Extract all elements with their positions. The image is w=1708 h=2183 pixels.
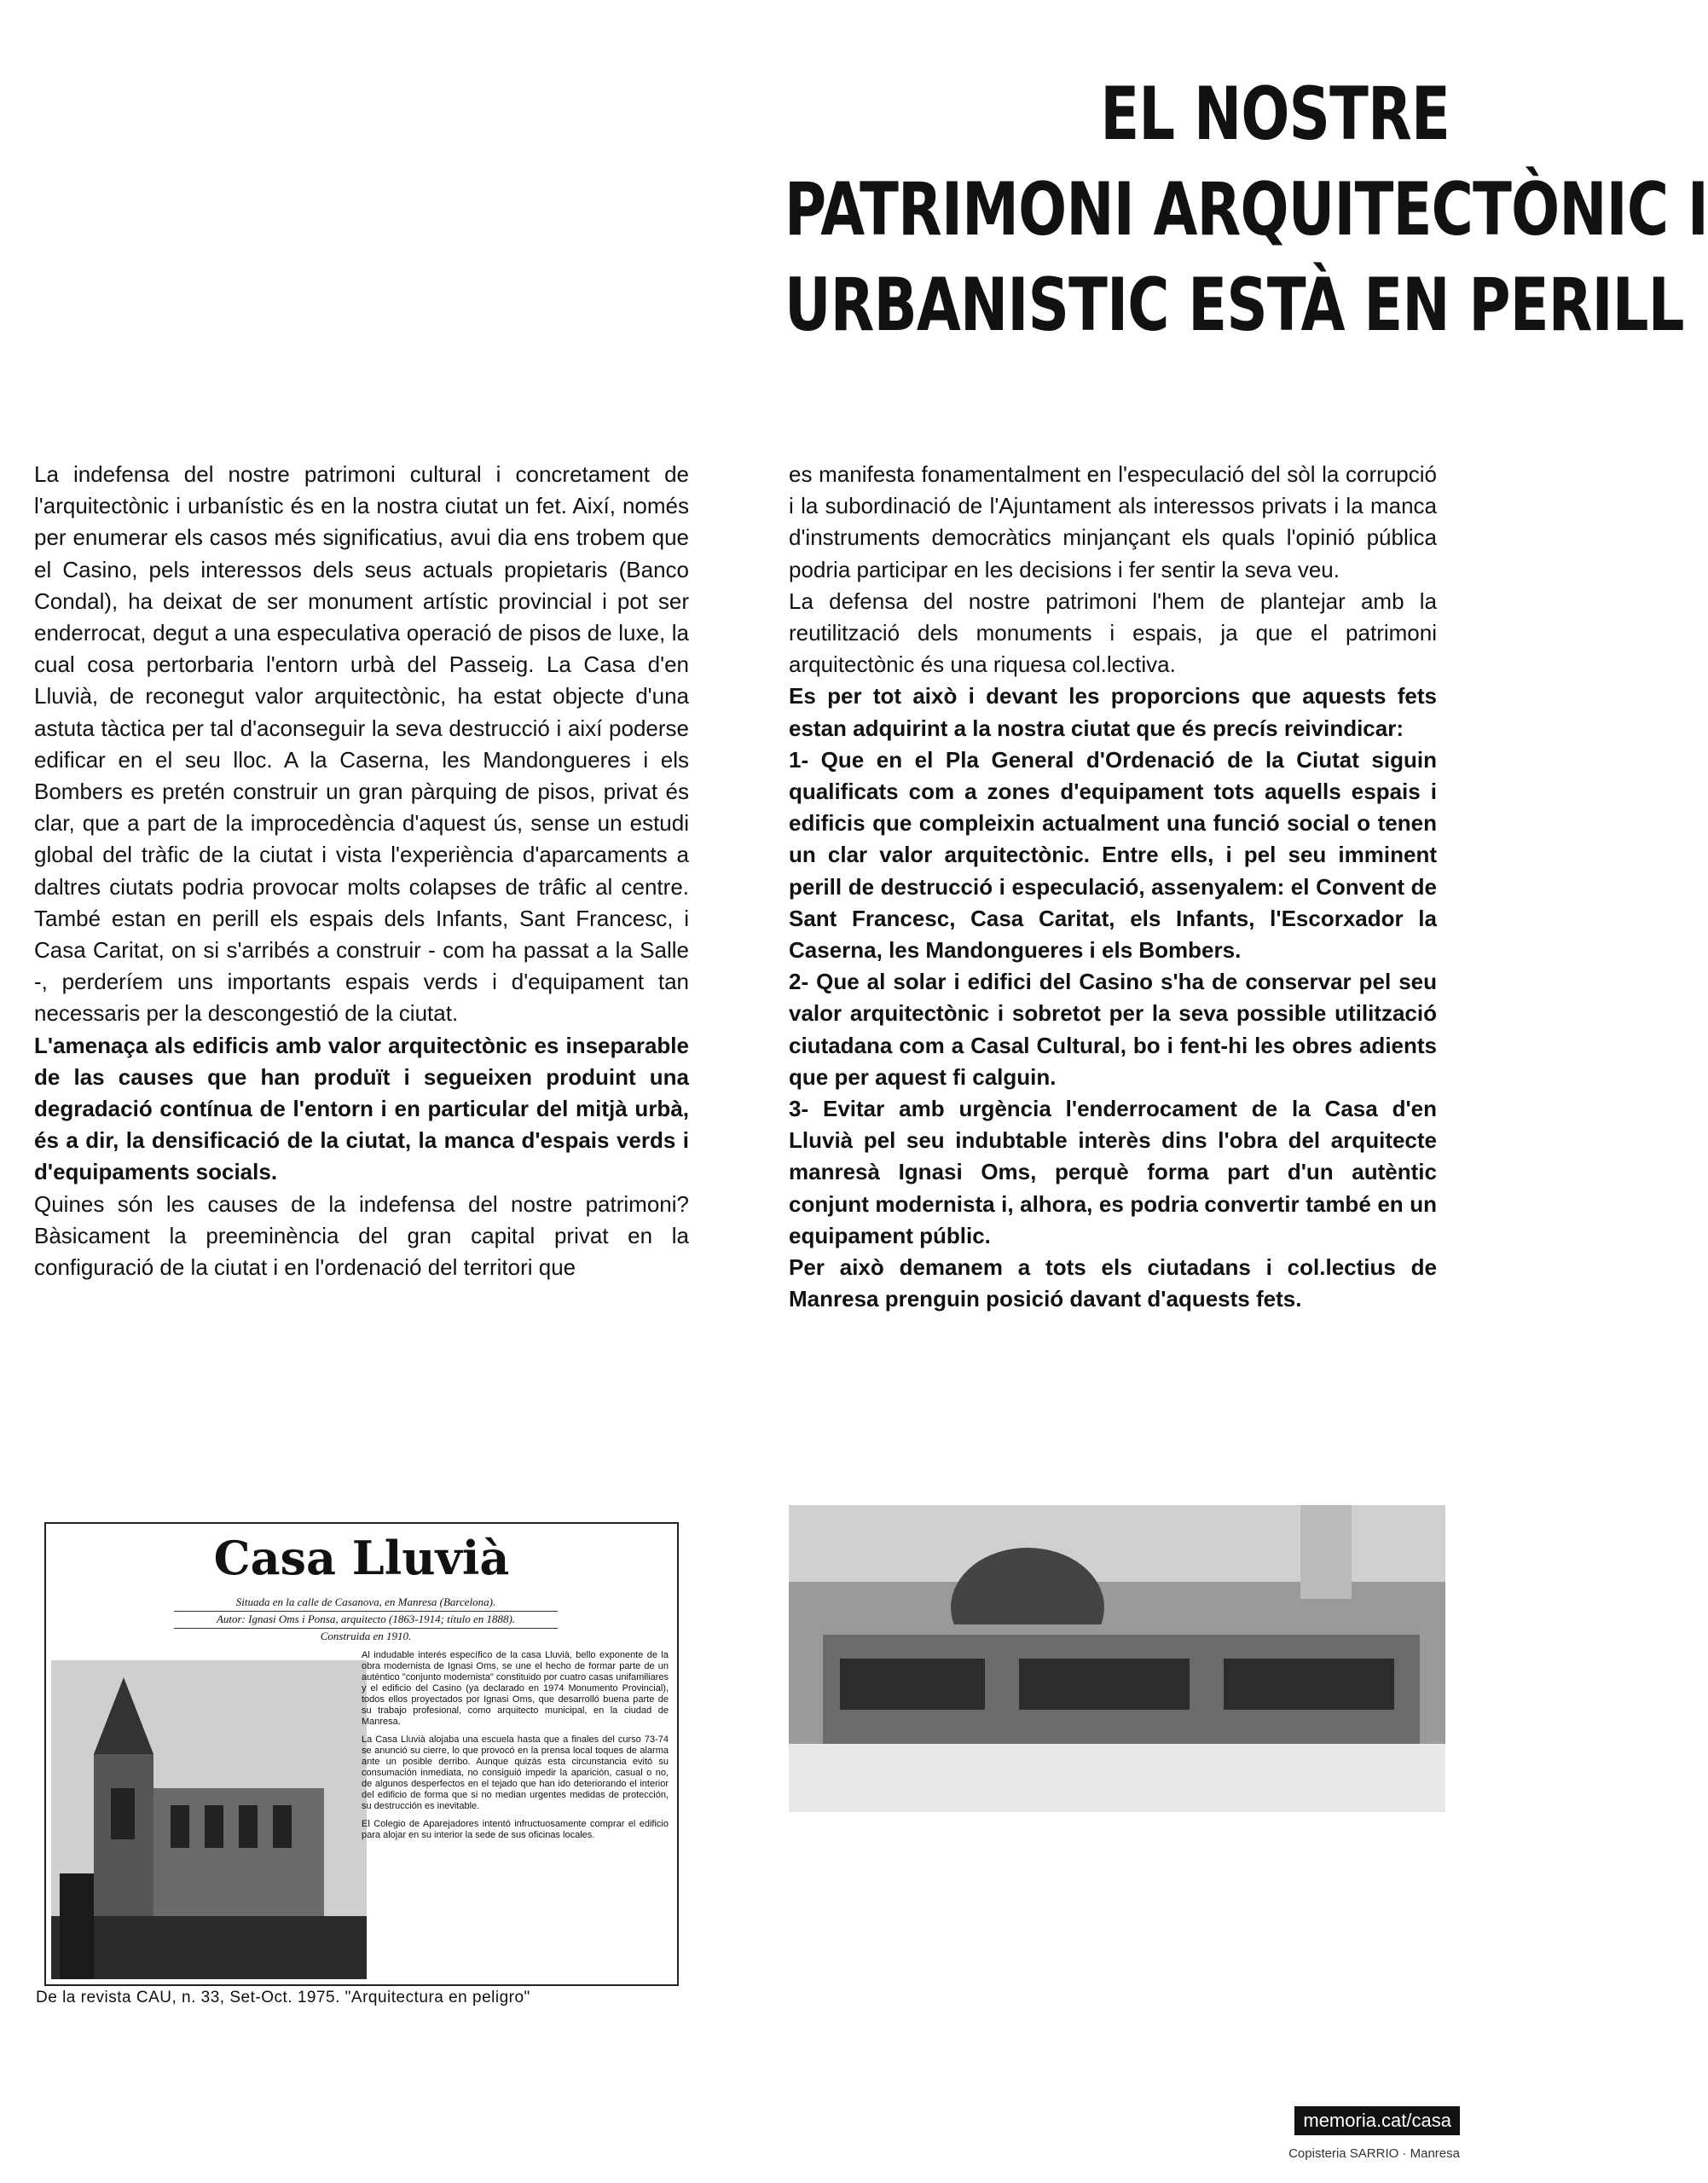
printer-credit: Copisteria SARRIO · Manresa xyxy=(1288,2146,1460,2161)
right-paragraph-4: 1- Que en el Pla General d'Ordenació de la Ciutat siguin qualificats com a zones d'equipament tots aquells espais i edificis que compleixin actualment una funció social o tenen un clar valor arquitectònic. Entre ells, i pel seu imminent perill de destrucció i especulació, assenyalem: el Convent de Sant Francesc, Casa Caritat, els Infants, l'Escorxador la Caserna, les Mandongueres i els Bombers. xyxy=(789,746,1437,964)
clipping-built: Construida en 1910. xyxy=(320,1630,412,1642)
clipping-paragraph-2: La Casa Lluvià alojaba una escuela hasta que a finales del curso 73-74 se anunció su cierre, lo que provocó en la prensa local toques de alarma ante un posible derribo. Aunque quizás esta circunstancia evitó su consumación inmediata, no consiguió impedir la aparición, casual o no, de algunos desperfectos en el tejado que han ido deteriorando el interior del edificio de forma que si no median urgentes medidas de protección, su destrucción es inevitable. xyxy=(362,1734,669,1811)
right-paragraph-6: 3- Evitar amb urgència l'enderrocament de la Casa d'en Lluvià pel seu indubtable interès dins l'obra del arquitecte manresà Ignasi Oms, perquè forma part d'un autèntic conjunt modernista i, alhora, es podria convertir també en un equipament públic. xyxy=(789,1096,1437,1248)
left-paragraph-2: L'amenaça als edificis amb valor arquitectònic es inseparable de las causes que han produït i segueixen produint una degradació contínua de l'entorn i en particular del mitjà urbà, és a dir, la densificació de la ciutat, la manca d'espais verds i d'equipaments socials. xyxy=(34,1032,689,1185)
left-paragraph-3: Quines són les causes de la indefensa del nostre patrimoni? Bàsicament la preeminència del gran capital privat en la configuració de la ciutat i en l'ordenació del territori que xyxy=(34,1190,689,1281)
left-column xyxy=(34,459,689,1283)
left-paragraph-1: La indefensa del nostre patrimoni cultural i concretament de l'arquitectònic i urbanístic és en la nostra ciutat un fet. Així, només per enumerar els casos més significatius, avui dia ens trobem que el Casino, pels interessos dels seus actuals propietaris (Banco Condal), ha deixat de ser monument artístic provincial i pot ser enderrocat, degut a una especulativa operació de pisos de luxe, la cual cosa pertorbaria l'entorn urbà del Passeig. La Casa d'en Lluvià, de reconegut valor arquitectònic, ha estat objecte d'una astuta tàctica per tal d'aconseguir la seva destrucció i així poderse edificar en el seu lloc. A la Caserna, les Mandongueres i els Bombers es pretén construir un gran pàrquing de pisos, privat és clar, que a part de la improcedència d'aquest ús, sense un estudi global del tràfic de la ciutat i vista l'experiència d'aparcaments a daltres ciutats podria provocar molts colapses de trâfic al centre. També estan en perill els espais dels Infants, Sant Francesc, i Casa Caritat, on si s'arribés a construir - com ha passat a la Salle -, perderíem uns importants espais verds i d'equipament tan necessaris per la descongestió de la ciutat. xyxy=(34,461,689,1027)
clipping-text xyxy=(362,1650,669,1848)
clipping-author: Autor: Ignasi Oms i Ponsa, arquitecto (1863-1914; título en 1888). xyxy=(174,1613,558,1629)
casino-photo xyxy=(789,1505,1445,1812)
clipping-paragraph-1: Al indudable interés específico de la casa Lluvià, bello exponente de la obra modernista de Ignasi Oms, se une el hecho de formar parte de un auténtico "conjunto modernista" constituido por cuatro casas unifamiliares y el edificio del Casino (ya declarado en 1974 Monumento Provincial), todos ellos proyectados por Ignasi Oms, que desarrolló buena parte de su trabajo profesional, como arquitecto municipal, en la ciudad de Manresa. xyxy=(362,1650,669,1727)
clipping-title: Casa Lluvià xyxy=(213,1531,510,1585)
right-paragraph-1: es manifesta fonamentalment en l'especulació del sòl la corrupció i la subordinació de l'Ajuntament als interessos privats i la manca d'instruments democràtics minjançant els quals l'opinió pública podria participar en les decisions i fer sentir la seva veu. xyxy=(789,461,1437,582)
page-title xyxy=(785,67,1708,353)
right-paragraph-2: La defensa del nostre patrimoni l'hem de plantejar amb la reutilització dels monuments i espais, ja que el patrimoni arquitectònic és una riquesa col.lectiva. xyxy=(789,588,1437,678)
right-paragraph-3: Es per tot això i devant les proporcions que aquests fets estan adquirint a la nostra ciutat que és precís reivindicar: xyxy=(789,683,1437,741)
magazine-clipping xyxy=(44,1522,679,1986)
archive-stamp: memoria.cat/casa xyxy=(1294,2106,1460,2135)
title-line-1: EL NOSTRE xyxy=(1100,72,1450,157)
title-line-2: PATRIMONI ARQUITECTÒNIC I xyxy=(785,167,1708,252)
title-line-3: URBANISTIC ESTÀ EN PERILL xyxy=(785,263,1684,348)
casa-lluvia-photo xyxy=(51,1660,367,1979)
clipping-location: Situada en la calle de Casanova, en Manresa (Barcelona). xyxy=(174,1595,558,1612)
clipping-paragraph-3: El Colegio de Aparejadores intentó infructuosamente comprar el edificio para alojar en su interior la sede de sus oficinas locales. xyxy=(362,1819,669,1840)
right-paragraph-7: Per això demanem a tots els ciutadans i col.lectius de Manresa prenguin posició davant d'aquests fets. xyxy=(789,1254,1437,1312)
clipping-caption: De la revista CAU, n. 33, Set-Oct. 1975. "Arquitectura en peligro" xyxy=(36,1989,530,2006)
right-paragraph-5: 2- Que al solar i edifici del Casino s'ha de conservar pel seu valor arquitectònic i sobretot per la seva possible utilització ciutadana com a Casal Cultural, bo i fent-hi les obres adients que per aquest fi calguin. xyxy=(789,969,1437,1090)
right-column xyxy=(789,459,1437,1315)
